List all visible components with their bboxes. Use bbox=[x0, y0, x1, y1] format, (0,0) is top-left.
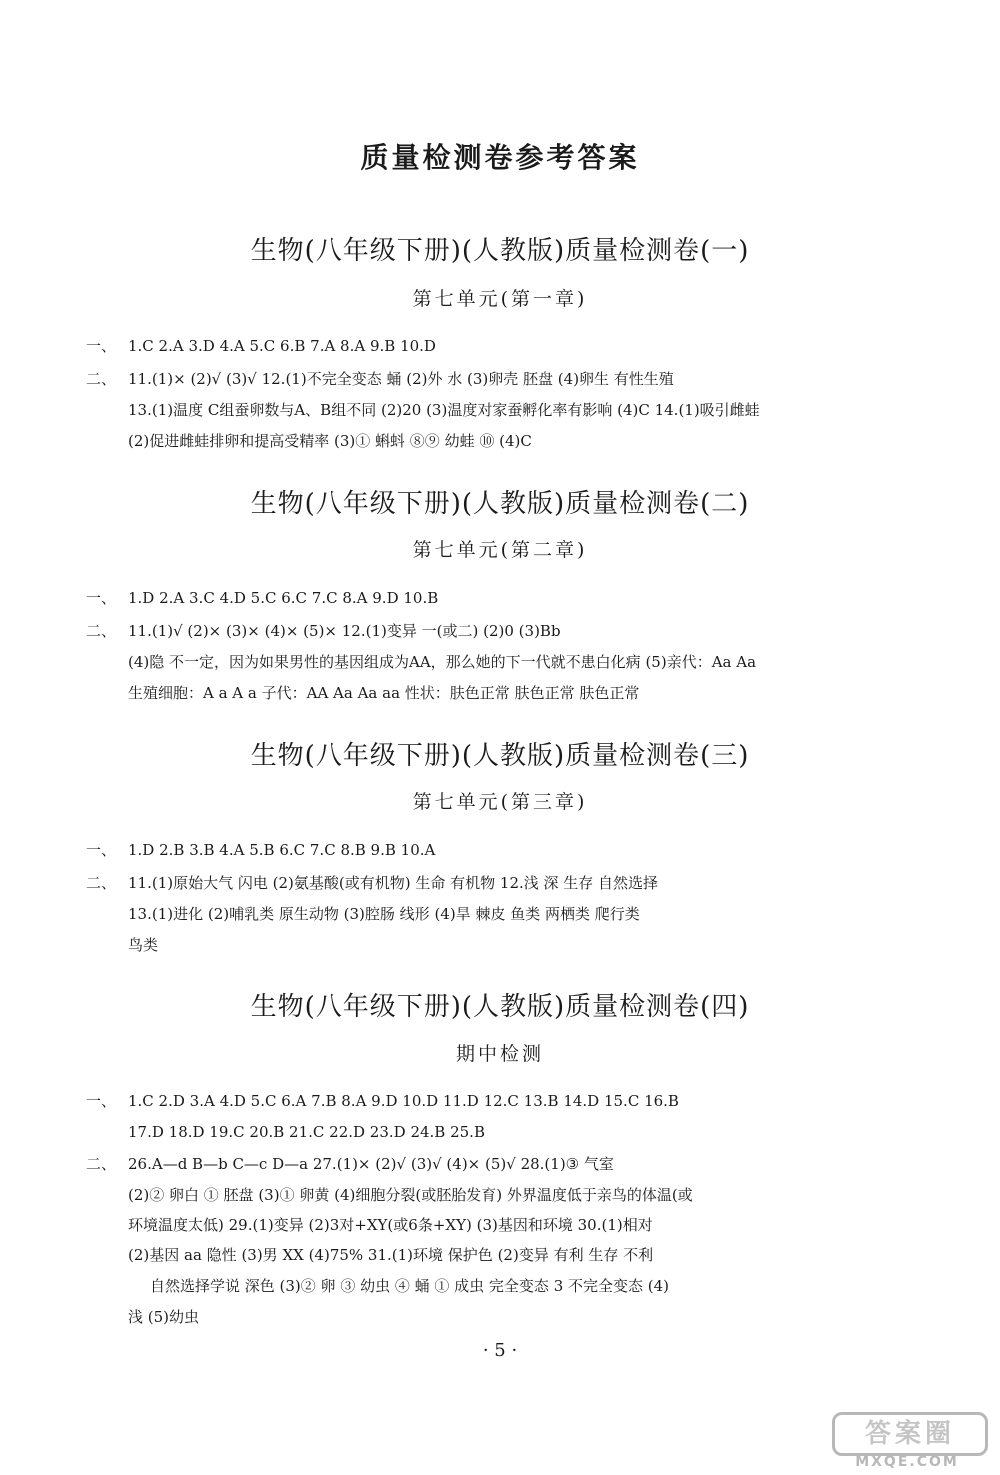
section-2-part-two bbox=[86, 621, 916, 641]
answer-line: (2)促进雌蛙排卵和提高受精率 (3)① 蝌蚪 ⑧⑨ 幼蛙 ⑩ (4)C bbox=[128, 432, 532, 450]
part-label: 一、 bbox=[86, 841, 117, 859]
answer-line: 自然选择学说 深色 (3)② 卵 ③ 幼虫 ④ 蛹 ① 成虫 完全变态 3 不完全变态 (4) bbox=[150, 1277, 670, 1295]
answer-line: 环境温度太低) 29.(1)变异 (2)3对+XY(或6条+XY) (3)基因和环境 30.(1)相对 bbox=[128, 1216, 653, 1234]
part-label: 二、 bbox=[86, 622, 117, 640]
answer-line: 13.(1)温度 C组蚕卵数与A、B组不同 (2)20 (3)温度对家蚕孵化率有影响 (4)C 14.(1)吸引雌蛙 bbox=[128, 401, 760, 419]
part-label: 一、 bbox=[86, 337, 117, 355]
answer-line: 26.A—d B—b C—c D—a 27.(1)× (2)√ (3)√ (4)× (5)√ 28.(1)③ 气室 bbox=[128, 1155, 614, 1173]
answer-line: 1.C 2.A 3.D 4.A 5.C 6.B 7.A 8.A 9.B 10.D bbox=[128, 337, 436, 355]
answer-line: 生殖细胞：A a A a 子代：AA Aa Aa aa 性状：肤色正常 肤色正常 肤色正常 bbox=[128, 684, 640, 702]
answer-line: 1.C 2.D 3.A 4.D 5.C 6.A 7.B 8.A 9.D 10.D 11.D 12.C 13.B 14.D 15.C 16.B bbox=[128, 1092, 679, 1110]
part-label: 一、 bbox=[86, 589, 117, 607]
watermark-logo-text: 答案圈 bbox=[832, 1412, 988, 1456]
section-1-subtitle: 第七单元(第一章) bbox=[412, 288, 588, 310]
section-4-subtitle: 期中检测 bbox=[455, 1043, 544, 1065]
answer-line: (4)隐 不一定，因为如果男性的基因组成为AA，那么她的下一代就不患白化病 (5)亲代：Aa Aa bbox=[128, 653, 757, 671]
answer-line: 11.(1)原始大气 闪电 (2)氨基酸(或有机物) 生命 有机物 12.浅 深 生存 自然选择 bbox=[128, 874, 659, 892]
section-4-part-one bbox=[86, 1091, 916, 1111]
section-4-part-two bbox=[86, 1154, 916, 1174]
section-1-title: 生物(八年级下册)(人教版)质量检测卷(一) bbox=[250, 236, 750, 266]
section-2-subtitle: 第七单元(第二章) bbox=[412, 539, 588, 561]
section-1-part-two bbox=[86, 369, 916, 389]
answer-line: (2)② 卵白 ① 胚盘 (3)① 卵黄 (4)细胞分裂(或胚胎发育) 外界温度低于亲鸟的体温(或 bbox=[128, 1186, 693, 1204]
section-3-subtitle: 第七单元(第三章) bbox=[412, 791, 588, 813]
part-label: 二、 bbox=[86, 1155, 117, 1173]
answer-line: 1.D 2.A 3.C 4.D 5.C 6.C 7.C 8.A 9.D 10.B bbox=[128, 589, 439, 607]
watermark-url: MXQE.COM bbox=[855, 1454, 959, 1470]
answer-line: (2)基因 aa 隐性 (3)男 XX (4)75% 31.(1)环境 保护色 (2)变异 有利 生存 不利 bbox=[128, 1246, 654, 1264]
section-1-part-one bbox=[86, 336, 916, 356]
answer-line: 1.D 2.B 3.B 4.A 5.B 6.C 7.C 8.B 9.B 10.A bbox=[128, 841, 436, 859]
answer-line: 浅 (5)幼虫 bbox=[128, 1308, 200, 1326]
answer-line: 11.(1)× (2)√ (3)√ 12.(1)不完全变态 蛹 (2)外 水 (3)卵壳 胚盘 (4)卵生 有性生殖 bbox=[128, 370, 674, 388]
part-label: 一、 bbox=[86, 1092, 117, 1110]
page-title: 质量检测卷参考答案 bbox=[360, 141, 640, 174]
answer-line: 13.(1)进化 (2)哺乳类 原生动物 (3)腔肠 线形 (4)旱 棘皮 鱼类 两栖类 爬行类 bbox=[128, 905, 640, 923]
answer-line: 鸟类 bbox=[128, 936, 159, 954]
part-label: 二、 bbox=[86, 874, 117, 892]
section-2-title: 生物(八年级下册)(人教版)质量检测卷(二) bbox=[250, 489, 750, 519]
section-3-part-one bbox=[86, 840, 916, 860]
section-3-part-two bbox=[86, 873, 916, 893]
part-label: 二、 bbox=[86, 370, 117, 388]
page-number: · 5 · bbox=[482, 1340, 518, 1361]
watermark-logo bbox=[832, 1412, 982, 1470]
answer-line: 17.D 18.D 19.C 20.B 21.C 22.D 23.D 24.B 25.B bbox=[128, 1123, 485, 1141]
answer-line: 11.(1)√ (2)× (3)× (4)× (5)× 12.(1)变异 一(或二) (2)0 (3)Bb bbox=[128, 622, 561, 640]
section-4-title: 生物(八年级下册)(人教版)质量检测卷(四) bbox=[250, 992, 750, 1022]
section-3-title: 生物(八年级下册)(人教版)质量检测卷(三) bbox=[250, 741, 750, 771]
section-2-part-one bbox=[86, 588, 916, 608]
